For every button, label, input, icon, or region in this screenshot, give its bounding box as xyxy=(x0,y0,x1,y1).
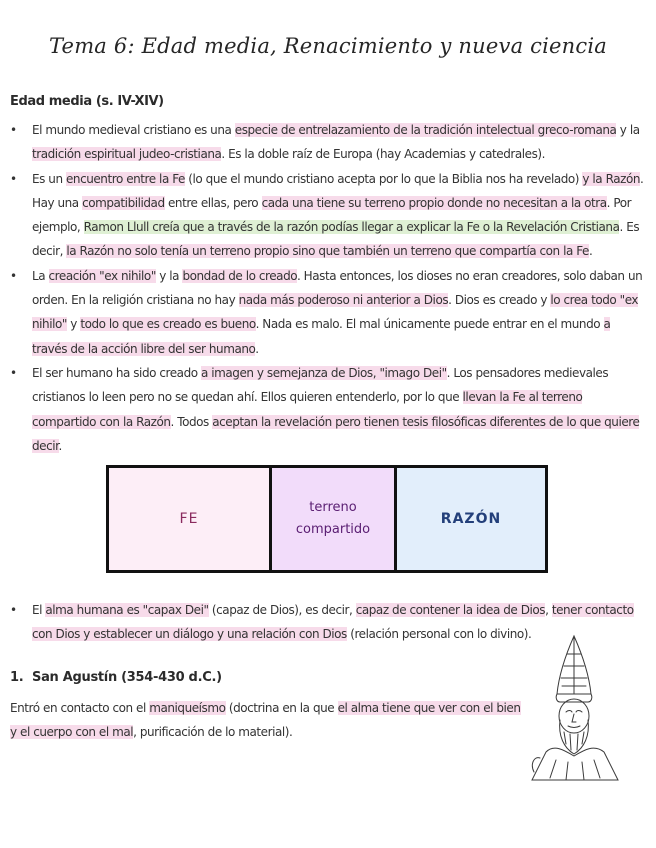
bullet-item xyxy=(10,167,644,264)
highlighted-text: todo lo que es creado es bueno xyxy=(80,317,256,332)
text-segment: El ser humano ha sido creado xyxy=(32,365,201,380)
diagram-cell-razon: RAZÓN xyxy=(397,468,545,570)
bullet-dot: • xyxy=(10,268,17,283)
text-segment: y la xyxy=(616,123,640,137)
bullet-dot: • xyxy=(10,123,17,137)
subsection-number: 1. xyxy=(10,670,24,685)
highlighted-text: y la Razón xyxy=(582,171,640,186)
highlighted-text: la Razón no solo tenía un terreno propio sino que también un terreno que compartía con la Fe xyxy=(66,244,589,259)
text-segment: (relación personal con lo divino). xyxy=(346,627,532,642)
text-segment: La xyxy=(32,268,49,283)
bullet-dot: • xyxy=(10,365,17,380)
highlighted-text: tradición espiritual judeo-cristiana xyxy=(32,147,222,162)
text-segment: . Todos xyxy=(170,414,213,429)
page-title: Tema 6: Edad media, Renacimiento y nueva ciencia xyxy=(48,34,607,58)
highlighted-text: lo crea todo "ex nihilo" xyxy=(32,293,639,332)
text-segment: (doctrina en la que xyxy=(225,701,338,715)
bullet-list xyxy=(10,118,644,458)
highlighted-text: aceptan la revelación pero tienen tesis filosóficas diferentes de lo que quiere decir xyxy=(32,414,640,453)
text-segment: , xyxy=(545,603,552,617)
highlighted-text: tener contacto con Dios y establecer un diálogo y una relación con Dios xyxy=(32,603,634,642)
diagram-cell-fe: FE xyxy=(109,468,272,570)
text-segment: . Hay una xyxy=(32,171,644,210)
text-segment: y xyxy=(66,317,81,332)
text-segment: Entró en contacto con el xyxy=(10,701,150,715)
text-segment: . xyxy=(588,244,593,259)
highlighted-text: nada más poderoso ni anterior a Dios xyxy=(238,293,449,308)
highlighted-text: a imagen y semejanza de Dios, "imago Dei" xyxy=(201,365,447,380)
text-segment: . Por ejemplo, xyxy=(32,195,632,235)
text-segment: . xyxy=(58,438,62,453)
text-segment: El mundo medieval cristiano es una xyxy=(32,123,235,137)
diagram-terreno-line2: compartido xyxy=(295,522,371,537)
text-segment: . Los pensadores medievales cristianos lo leen pero no se quedan ahí. Ellos quieren entenderlo, por lo que xyxy=(32,365,609,405)
subsection-title: San Agustín (354-430 d.C.) xyxy=(32,670,222,685)
highlighted-text: llevan la Fe al terreno compartido con la Razón xyxy=(32,390,583,429)
diagram-cell-terreno-compartido xyxy=(272,468,397,570)
text-segment: . Es la doble raíz de Europa (hay Academias y catedrales). xyxy=(221,147,545,162)
bullet-item xyxy=(10,264,644,361)
highlighted-text: alma humana es "capax Dei" xyxy=(45,603,209,617)
highlighted-text-green: Ramon Llull creía que a través de la razón podías llegar a explicar la Fe o la Revelación Cristiana xyxy=(83,220,620,235)
bullet-dot: • xyxy=(10,603,17,617)
text-segment: (capaz de Dios), es decir, xyxy=(208,603,356,617)
text-segment: , purificación de lo material). xyxy=(133,725,293,740)
text-segment: (lo que el mundo cristiano acepta por lo que la Biblia nos ha revelado) xyxy=(184,171,583,186)
bullet-item xyxy=(10,118,644,167)
text-segment: . xyxy=(255,341,259,356)
text-segment: Es un xyxy=(32,171,66,186)
fe-razon-diagram xyxy=(106,465,548,573)
agustin-paragraph xyxy=(10,696,525,745)
highlighted-text: encuentro entre la Fe xyxy=(65,171,185,186)
section-heading-edad-media: Edad media (s. IV-XIV) xyxy=(10,94,164,109)
highlighted-text: compatibilidad xyxy=(82,195,165,210)
highlighted-text: especie de entrelazamiento de la tradición intelectual greco-romana xyxy=(234,123,617,137)
text-segment: y la xyxy=(155,268,183,283)
san-agustin-portrait-icon xyxy=(526,632,622,782)
diagram-terreno-line1: terreno xyxy=(309,500,357,515)
text-segment: . Dios es creado y xyxy=(448,293,551,308)
highlighted-text: creación "ex nihilo" xyxy=(48,268,156,283)
highlighted-text: cada una tiene su terreno propio donde no necesitan a la otra xyxy=(261,195,607,210)
subsection-heading xyxy=(10,670,222,685)
bullet-dot: • xyxy=(10,171,17,186)
highlighted-text: maniqueísmo xyxy=(149,701,226,715)
highlighted-text: bondad de lo creado xyxy=(182,268,297,283)
text-segment: . Hasta entonces, los dioses no eran creadores, solo daban un orden. En la religión cristiana no hay xyxy=(32,268,643,308)
bullet-item xyxy=(10,361,644,458)
text-segment: . Nada es malo. El mal únicamente puede entrar en el mundo xyxy=(255,317,604,332)
text-segment: entre ellas, pero xyxy=(164,195,262,210)
text-segment: El xyxy=(32,603,46,617)
text-segment: . Es decir, xyxy=(32,220,640,259)
highlighted-text: a través de la acción libre del ser humano xyxy=(32,317,611,356)
highlighted-text: el alma tiene que ver con el bien y el cuerpo con el mal xyxy=(10,701,521,740)
highlighted-text: capaz de contener la idea de Dios xyxy=(355,603,546,617)
